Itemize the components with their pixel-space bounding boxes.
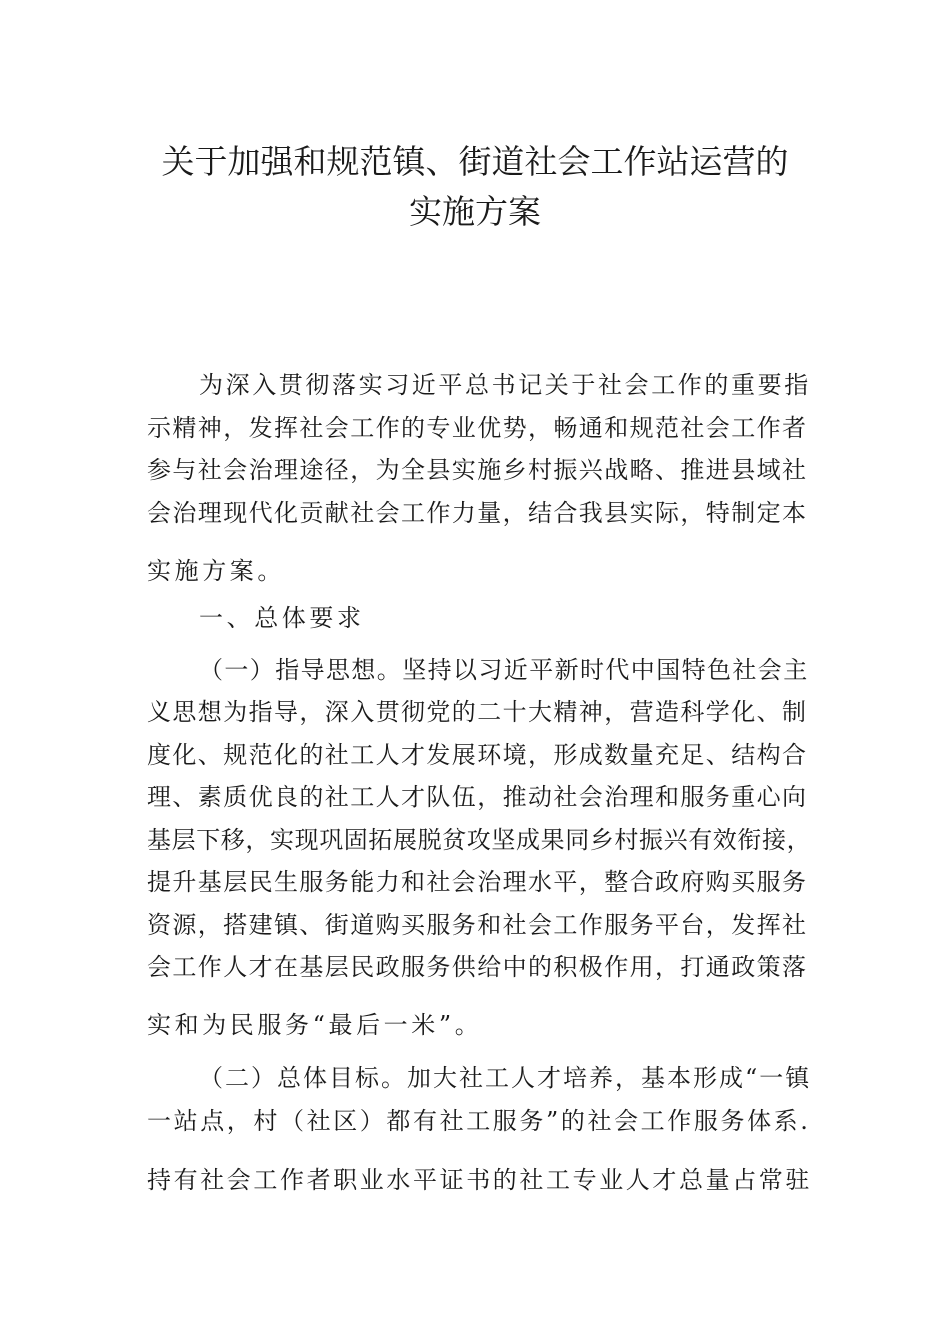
body-line-17: 一站点，村（社区）都有社工服务”的社会工作服务体系. — [147, 1107, 811, 1135]
body-line-12: 提升基层民生服务能力和社会治理水平，整合政府购买服务 — [147, 868, 808, 896]
body-line-3: 参与社会治理途径，为全县实施乡村振兴战略、推进县域社 — [147, 456, 808, 484]
body-line-5: 实施方案。 — [147, 557, 285, 585]
section-heading-1: 一、总体要求 — [199, 604, 365, 632]
body-line-13: 资源，搭建镇、街道购买服务和社会工作服务平台，发挥社 — [147, 911, 808, 939]
body-line-10: 理、素质优良的社工人才队伍，推动社会治理和服务重心向 — [147, 783, 808, 811]
body-line-7: （一）指导思想。坚持以习近平新时代中国特色社会主 — [199, 656, 809, 684]
body-line-18: 持有社会工作者职业水平证书的社工专业人才总量占常驻 — [147, 1166, 812, 1194]
body-line-9: 度化、规范化的社工人才发展环境，形成数量充足、结构合 — [147, 741, 808, 769]
document-title-line-1: 关于加强和规范镇、街道社会工作站运营的 — [161, 142, 789, 181]
body-line-4: 会治理现代化贡献社会工作力量，结合我县实际，特制定本 — [147, 499, 808, 527]
body-line-16: （二）总体目标。加大社工人才培养，基本形成“一镇 — [199, 1064, 812, 1092]
body-line-14: 会工作人才在基层民政服务供给中的积极作用，打通政策落 — [147, 953, 808, 981]
body-line-1: 为深入贯彻落实习近平总书记关于社会工作的重要指 — [199, 371, 811, 399]
body-line-2: 示精神，发挥社会工作的专业优势，畅通和规范社会工作者 — [147, 414, 808, 442]
body-line-15: 实和为民服务“最后一米”。 — [147, 1011, 483, 1039]
document-title-line-2: 实施方案 — [409, 192, 541, 231]
body-line-8: 义思想为指导，深入贯彻党的二十大精神，营造科学化、制 — [147, 698, 808, 726]
body-line-11: 基层下移，实现巩固拓展脱贫攻坚成果同乡村振兴有效衔接， — [147, 826, 812, 854]
